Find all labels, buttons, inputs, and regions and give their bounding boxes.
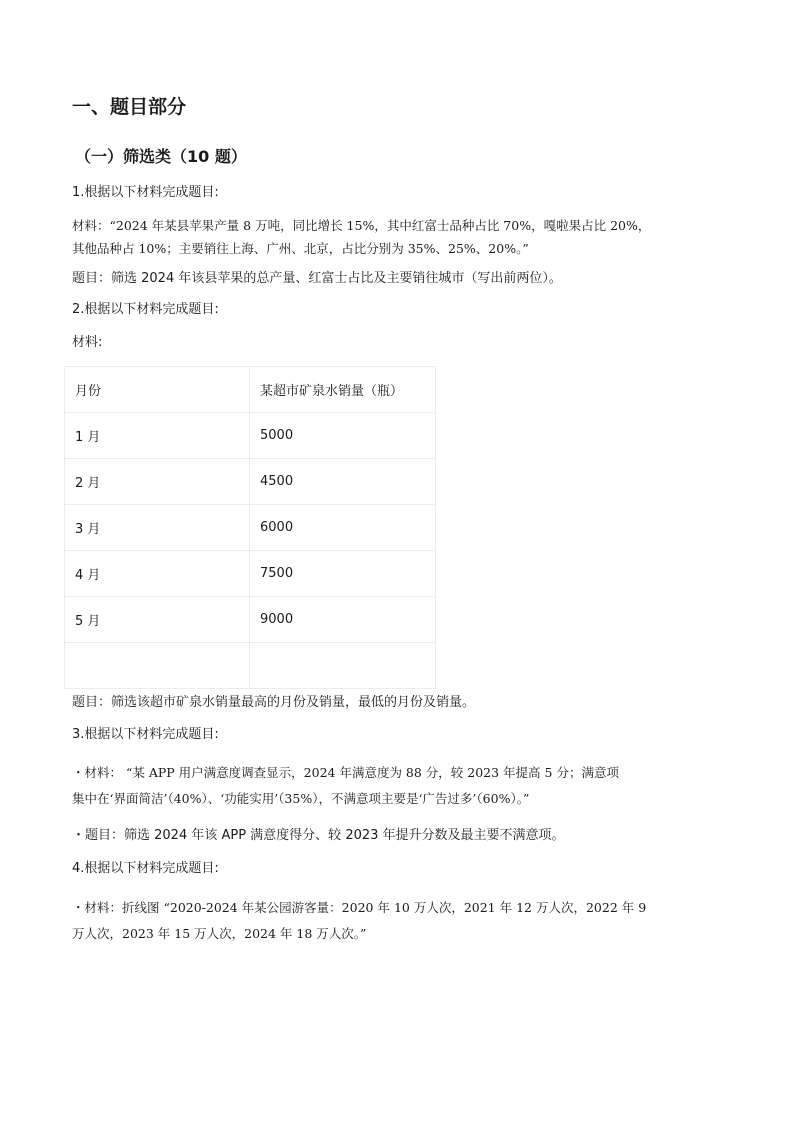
- table-row: [65, 413, 436, 459]
- sales-table: [64, 366, 436, 689]
- q3-material-line1: ・材料： “某 APP 用户满意度调查显示，2024 年满意度为 88 分，较 2023 年提高 5 分；满意项: [72, 765, 619, 780]
- table-cell-sales: [250, 643, 436, 689]
- q1-material-line2: 其他品种占 10%；主要销往上海、广州、北京，占比分别为 35%、25%、20%。”: [72, 241, 529, 256]
- table-header-row: [65, 367, 436, 413]
- table-row: [65, 597, 436, 643]
- q4-material-line1: ・材料：折线图 “2020-2024 年某公园游客量：2020 年 10 万人次，2021 年 12 万人次，2022 年 9: [72, 900, 647, 915]
- table-cell-sales: 5000: [250, 413, 436, 459]
- q1-prompt: 1.根据以下材料完成题目:: [72, 185, 219, 200]
- q1-material-line1: 材料：“2024 年某县苹果产量 8 万吨，同比增长 15%，其中红富士品种占比 70%，嘎啦果占比 20%，: [72, 218, 651, 233]
- table-row: [65, 459, 436, 505]
- table-cell-month: [65, 643, 250, 689]
- q2-question: 题目：筛选该超市矿泉水销量最高的月份及销量，最低的月份及销量。: [72, 695, 476, 710]
- table-row: [65, 643, 436, 689]
- q2-prompt: 2.根据以下材料完成题目:: [72, 302, 219, 317]
- q2-material-label: 材料:: [72, 335, 103, 350]
- table-cell-sales: 7500: [250, 551, 436, 597]
- table-header-cell: 某超市矿泉水销量（瓶）: [250, 367, 436, 413]
- q4-material-line2: 万人次，2023 年 15 万人次，2024 年 18 万人次。”: [72, 926, 367, 941]
- table-cell-month: 3 月: [65, 505, 250, 551]
- section-title: 一、题目部分: [72, 96, 187, 118]
- table-row: [65, 551, 436, 597]
- table-cell-sales: 9000: [250, 597, 436, 643]
- subsection-title: （一）筛选类（10 题）: [75, 147, 247, 166]
- table-cell-month: 1 月: [65, 413, 250, 459]
- table-cell-sales: 6000: [250, 505, 436, 551]
- q3-material-line2: 集中在‘界面简洁’（40%）、‘功能实用’（35%），不满意项主要是‘广告过多’（60%）。”: [72, 791, 530, 806]
- q3-prompt: 3.根据以下材料完成题目:: [72, 727, 219, 742]
- table-row: [65, 505, 436, 551]
- table-cell-month: 4 月: [65, 551, 250, 597]
- table-cell-month: 5 月: [65, 597, 250, 643]
- table-header-cell: 月份: [65, 367, 250, 413]
- q3-question: ・题目：筛选 2024 年该 APP 满意度得分、较 2023 年提升分数及最主要不满意项。: [72, 828, 565, 843]
- table-cell-sales: 4500: [250, 459, 436, 505]
- q1-question: 题目：筛选 2024 年该县苹果的总产量、红富士占比及主要销往城市（写出前两位）。: [72, 271, 562, 286]
- table-cell-month: 2 月: [65, 459, 250, 505]
- q4-prompt: 4.根据以下材料完成题目:: [72, 861, 219, 876]
